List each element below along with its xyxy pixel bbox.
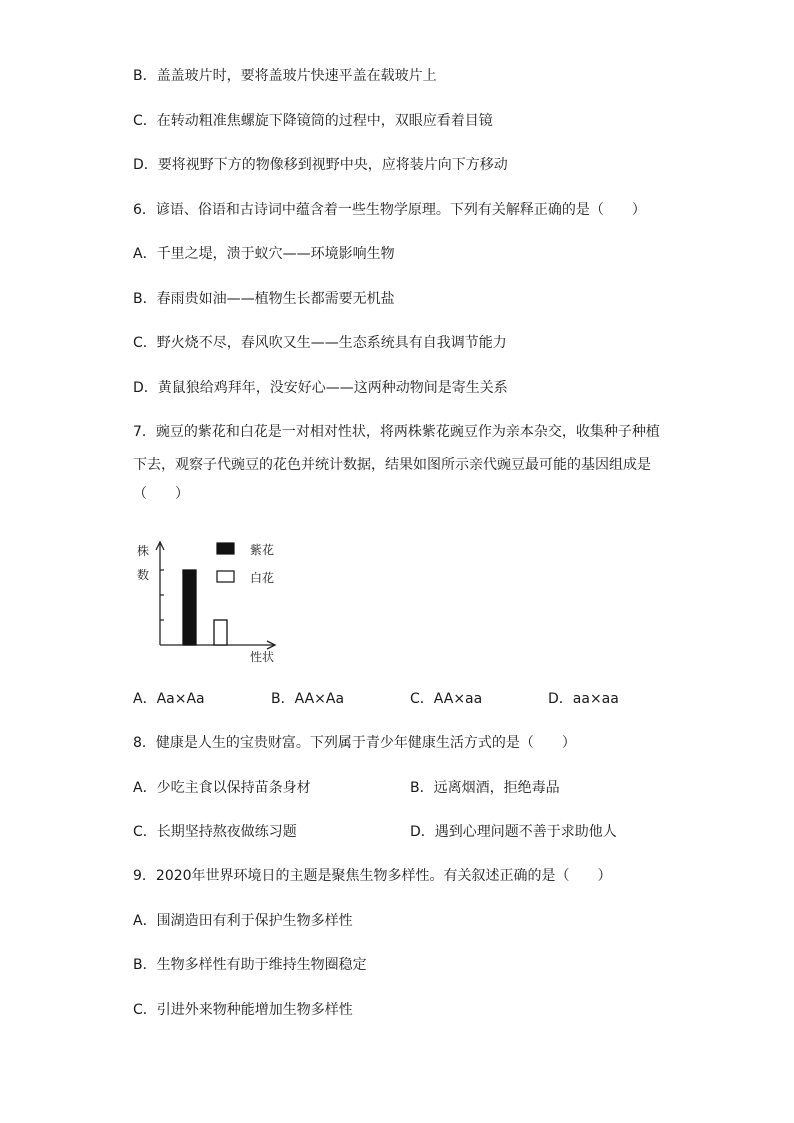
q8-stem: 8．健康是人生的宝贵财富。下列属于青少年健康生活方式的是（ ） — [133, 735, 576, 751]
q7-option-d: D．aa×aa — [548, 691, 619, 707]
q7-stem-line3: （ ） — [133, 486, 189, 502]
q7-option-a: A．Aa×Aa — [133, 691, 205, 707]
y-axis-label-char: 株 — [137, 544, 150, 558]
q7-stem-line2: 下去，观察子代豌豆的花色并统计数据，结果如图所示亲代豌豆最可能的基因组成是 — [133, 457, 651, 473]
q6-option-b: B．春雨贵如油——植物生长都需要无机盐 — [133, 291, 395, 307]
bar-1 — [183, 570, 196, 645]
q8-option-b: B．远离烟酒，拒绝毒品 — [410, 780, 560, 796]
q9-stem: 9．2020年世界环境日的主题是聚焦生物多样性。有关叙述正确的是（ ） — [133, 868, 612, 884]
legend-swatch-1 — [217, 543, 234, 554]
x-axis-label: 性状 — [250, 650, 275, 664]
y-axis-arrow — [156, 542, 164, 550]
q6-option-d: D．黄鼠狼给鸡拜年，没安好心——这两种动物间是寄生关系 — [133, 380, 508, 396]
q9-option-c: C．引进外来物种能增加生物多样性 — [133, 1002, 353, 1018]
legend-swatch-2 — [217, 571, 234, 582]
legend-label-2: 白花 — [250, 571, 275, 585]
q8-option-a: A．少吃主食以保持苗条身材 — [133, 780, 311, 796]
q7-option-c: C．AA×aa — [410, 691, 483, 707]
legend-label-1: 紫花 — [250, 543, 275, 557]
q5-option-d: D．要将视野下方的物像移到视野中央，应将装片向下方移动 — [133, 157, 508, 173]
y-axis-label-char: 数 — [137, 568, 150, 582]
x-axis-arrow — [267, 641, 275, 649]
q7-stem-line1: 7．豌豆的紫花和白花是一对相对性状，将两株紫花豌豆作为亲本杂交，收集种子种植 — [133, 424, 660, 440]
q5-option-c: C．在转动粗准焦螺旋下降镜筒的过程中，双眼应看着目镜 — [133, 113, 493, 129]
q7-option-b: B．AA×Aa — [271, 691, 345, 707]
bar-2 — [214, 620, 227, 645]
q5-option-b: B．盖盖玻片时，要将盖玻片快速平盖在载玻片上 — [133, 68, 437, 84]
q6-stem: 6．谚语、俗语和古诗词中蕴含着一些生物学原理。下列有关解释正确的是（ ） — [133, 202, 646, 218]
q6-option-c: C．野火烧不尽，春风吹又生——生态系统具有自我调节能力 — [133, 335, 507, 351]
q9-option-a: A．围湖造田有利于保护生物多样性 — [133, 913, 353, 929]
q6-option-a: A．千里之堤，溃于蚁穴——环境影响生物 — [133, 246, 395, 262]
q9-option-b: B．生物多样性有助于维持生物圈稳定 — [133, 957, 367, 973]
q8-option-c: C．长期坚持熬夜做练习题 — [133, 824, 297, 840]
q8-option-d: D．遇到心理问题不善于求助他人 — [410, 824, 617, 840]
